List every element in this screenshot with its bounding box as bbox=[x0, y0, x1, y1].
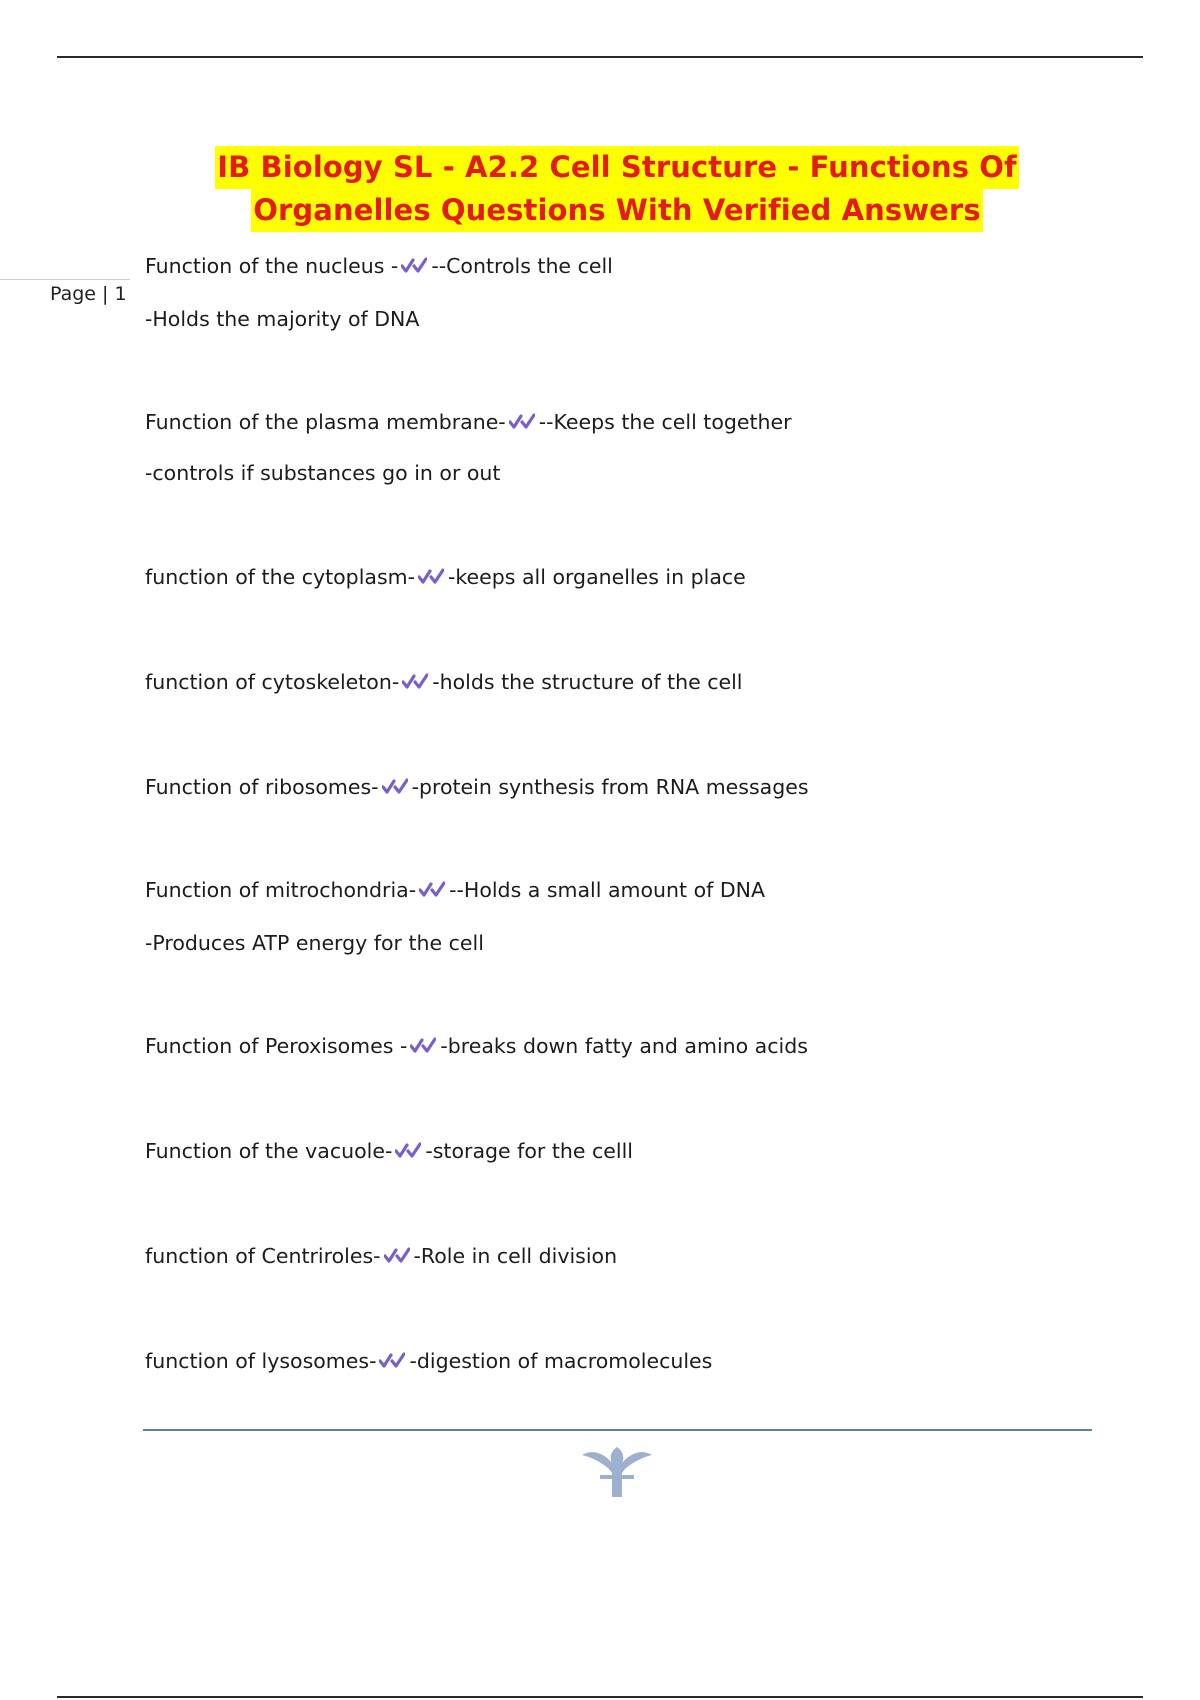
answer-text: -Role in cell division bbox=[413, 1244, 618, 1268]
question-text: Function of the plasma membrane- bbox=[145, 410, 506, 434]
footer-rule bbox=[143, 1429, 1092, 1431]
question-text: function of lysosomes- bbox=[145, 1349, 377, 1373]
qa-line bbox=[145, 1242, 617, 1270]
answer-text: -controls if substances go in or out bbox=[145, 461, 501, 485]
question-text: Function of mitrochondria- bbox=[145, 878, 417, 902]
answer-text: -digestion of macromolecules bbox=[409, 1349, 713, 1373]
bottom-rule bbox=[57, 1696, 1143, 1698]
qa-continuation bbox=[145, 305, 419, 333]
page-tab-divider bbox=[0, 279, 130, 280]
answer-text: -holds the structure of the cell bbox=[432, 670, 743, 694]
question-text: function of cytoskeleton- bbox=[145, 670, 400, 694]
double-checkmark-icon bbox=[402, 672, 428, 692]
title-line-1: IB Biology SL - A2.2 Cell Structure - Functions Of bbox=[215, 146, 1018, 189]
qa-line bbox=[145, 408, 792, 436]
qa-line bbox=[145, 563, 746, 591]
qa-line bbox=[145, 773, 809, 801]
qa-line bbox=[145, 1137, 633, 1165]
qa-continuation bbox=[145, 929, 484, 957]
qa-continuation bbox=[145, 459, 500, 487]
question-text: function of the cytoplasm- bbox=[145, 565, 415, 589]
question-text: Function of Peroxisomes - bbox=[145, 1034, 408, 1058]
double-checkmark-icon bbox=[410, 1036, 436, 1056]
answer-text: -Produces ATP energy for the cell bbox=[145, 931, 484, 955]
qa-line bbox=[145, 668, 743, 696]
double-checkmark-icon bbox=[418, 567, 444, 587]
qa-line bbox=[145, 1032, 808, 1060]
qa-line bbox=[145, 876, 765, 904]
double-checkmark-icon bbox=[419, 880, 445, 900]
page-number: Page | 1 bbox=[50, 283, 127, 305]
logo-icon bbox=[578, 1445, 656, 1501]
answer-text: --Keeps the cell together bbox=[538, 410, 792, 434]
double-checkmark-icon bbox=[382, 777, 408, 797]
qa-line bbox=[145, 1347, 712, 1375]
double-checkmark-icon bbox=[509, 412, 535, 432]
question-text: Function of the vacuole- bbox=[145, 1139, 393, 1163]
answer-text: -keeps all organelles in place bbox=[448, 565, 746, 589]
answer-text: -protein synthesis from RNA messages bbox=[411, 775, 809, 799]
top-rule bbox=[57, 56, 1143, 58]
answer-text: --Holds a small amount of DNA bbox=[449, 878, 765, 902]
double-checkmark-icon bbox=[379, 1351, 405, 1371]
answer-text: -storage for the celll bbox=[425, 1139, 633, 1163]
double-checkmark-icon bbox=[384, 1246, 410, 1266]
title-line-2: Organelles Questions With Verified Answers bbox=[251, 189, 982, 232]
question-text: function of Centriroles- bbox=[145, 1244, 381, 1268]
double-checkmark-icon bbox=[395, 1141, 421, 1161]
qa-line bbox=[145, 252, 613, 280]
question-text: Function of ribosomes- bbox=[145, 775, 379, 799]
answer-text: -breaks down fatty and amino acids bbox=[440, 1034, 808, 1058]
answer-text: -Holds the majority of DNA bbox=[145, 307, 420, 331]
double-checkmark-icon bbox=[401, 256, 427, 276]
question-text: Function of the nucleus - bbox=[145, 254, 399, 278]
document-title bbox=[150, 146, 1084, 232]
answer-text: --Controls the cell bbox=[431, 254, 613, 278]
